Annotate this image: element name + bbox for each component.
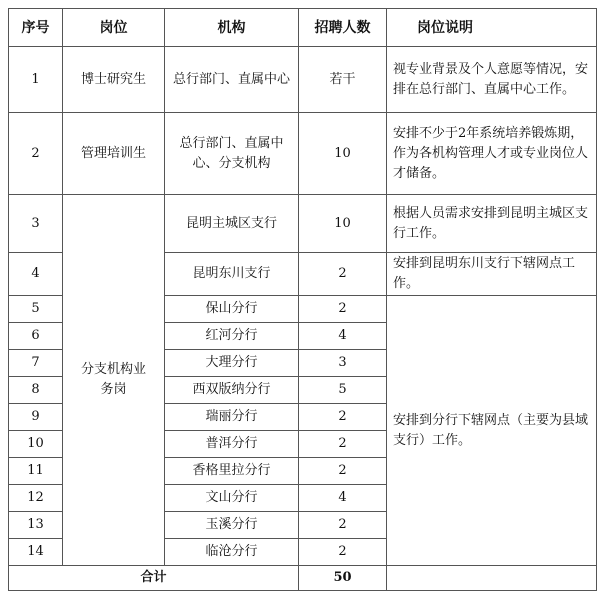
row-org: 总行部门、直属中心、分支机构: [165, 113, 299, 195]
row-no: 12: [9, 485, 63, 512]
row-count: 3: [299, 350, 387, 377]
row-org: 瑞丽分行: [165, 404, 299, 431]
total-row: [9, 566, 597, 591]
table-row: [9, 195, 597, 253]
header-no: 序号: [9, 9, 63, 47]
row-no: 13: [9, 512, 63, 539]
header-count: 招聘人数: [299, 9, 387, 47]
row-org: 文山分行: [165, 485, 299, 512]
row-count: 2: [299, 512, 387, 539]
row-no: 14: [9, 539, 63, 566]
row-count: 2: [299, 539, 387, 566]
total-label: 合计: [9, 566, 299, 591]
row-count: 2: [299, 296, 387, 323]
row-org: 昆明东川支行: [165, 253, 299, 296]
row-count: 10: [299, 113, 387, 195]
row-no: 3: [9, 195, 63, 253]
row-no: 10: [9, 431, 63, 458]
row-no: 2: [9, 113, 63, 195]
row-position: 管理培训生: [63, 113, 165, 195]
branch-desc: 安排到分行下辖网点（主要为县域支行）工作。: [387, 296, 597, 566]
row-no: 7: [9, 350, 63, 377]
row-desc: 根据人员需求安排到昆明主城区支行工作。: [387, 195, 597, 253]
recruitment-table: [8, 8, 597, 591]
row-no: 4: [9, 253, 63, 296]
total-empty-cell: [387, 566, 597, 591]
row-org: 西双版纳分行: [165, 377, 299, 404]
row-org: 临沧分行: [165, 539, 299, 566]
row-count: 若干: [299, 47, 387, 113]
row-no: 1: [9, 47, 63, 113]
row-org: 香格里拉分行: [165, 458, 299, 485]
row-no: 9: [9, 404, 63, 431]
row-count: 10: [299, 195, 387, 253]
row-desc: 视专业背景及个人意愿等情况，安排在总行部门、直属中心工作。: [387, 47, 597, 113]
row-org: 玉溪分行: [165, 512, 299, 539]
row-count: 2: [299, 253, 387, 296]
row-no: 11: [9, 458, 63, 485]
header-org: 机构: [165, 9, 299, 47]
header-desc: 岗位说明: [387, 9, 597, 47]
row-count: 4: [299, 485, 387, 512]
row-org: 红河分行: [165, 323, 299, 350]
row-org: 昆明主城区支行: [165, 195, 299, 253]
row-count: 4: [299, 323, 387, 350]
row-no: 5: [9, 296, 63, 323]
row-count: 2: [299, 458, 387, 485]
row-no: 8: [9, 377, 63, 404]
row-position: 博士研究生: [63, 47, 165, 113]
row-org: 大理分行: [165, 350, 299, 377]
header-row: [9, 9, 597, 47]
branch-position: 分支机构业务岗: [63, 195, 165, 566]
row-org: 总行部门、直属中心: [165, 47, 299, 113]
header-position: 岗位: [63, 9, 165, 47]
row-org: 保山分行: [165, 296, 299, 323]
row-count: 2: [299, 431, 387, 458]
table-row: [9, 47, 597, 113]
table-row: [9, 113, 597, 195]
row-count: 5: [299, 377, 387, 404]
row-org: 普洱分行: [165, 431, 299, 458]
row-desc: 安排到昆明东川支行下辖网点工作。: [387, 253, 597, 296]
row-desc: 安排不少于2年系统培养锻炼期，作为各机构管理人才或专业岗位人才储备。: [387, 113, 597, 195]
total-value: 50: [299, 566, 387, 591]
row-no: 6: [9, 323, 63, 350]
row-count: 2: [299, 404, 387, 431]
